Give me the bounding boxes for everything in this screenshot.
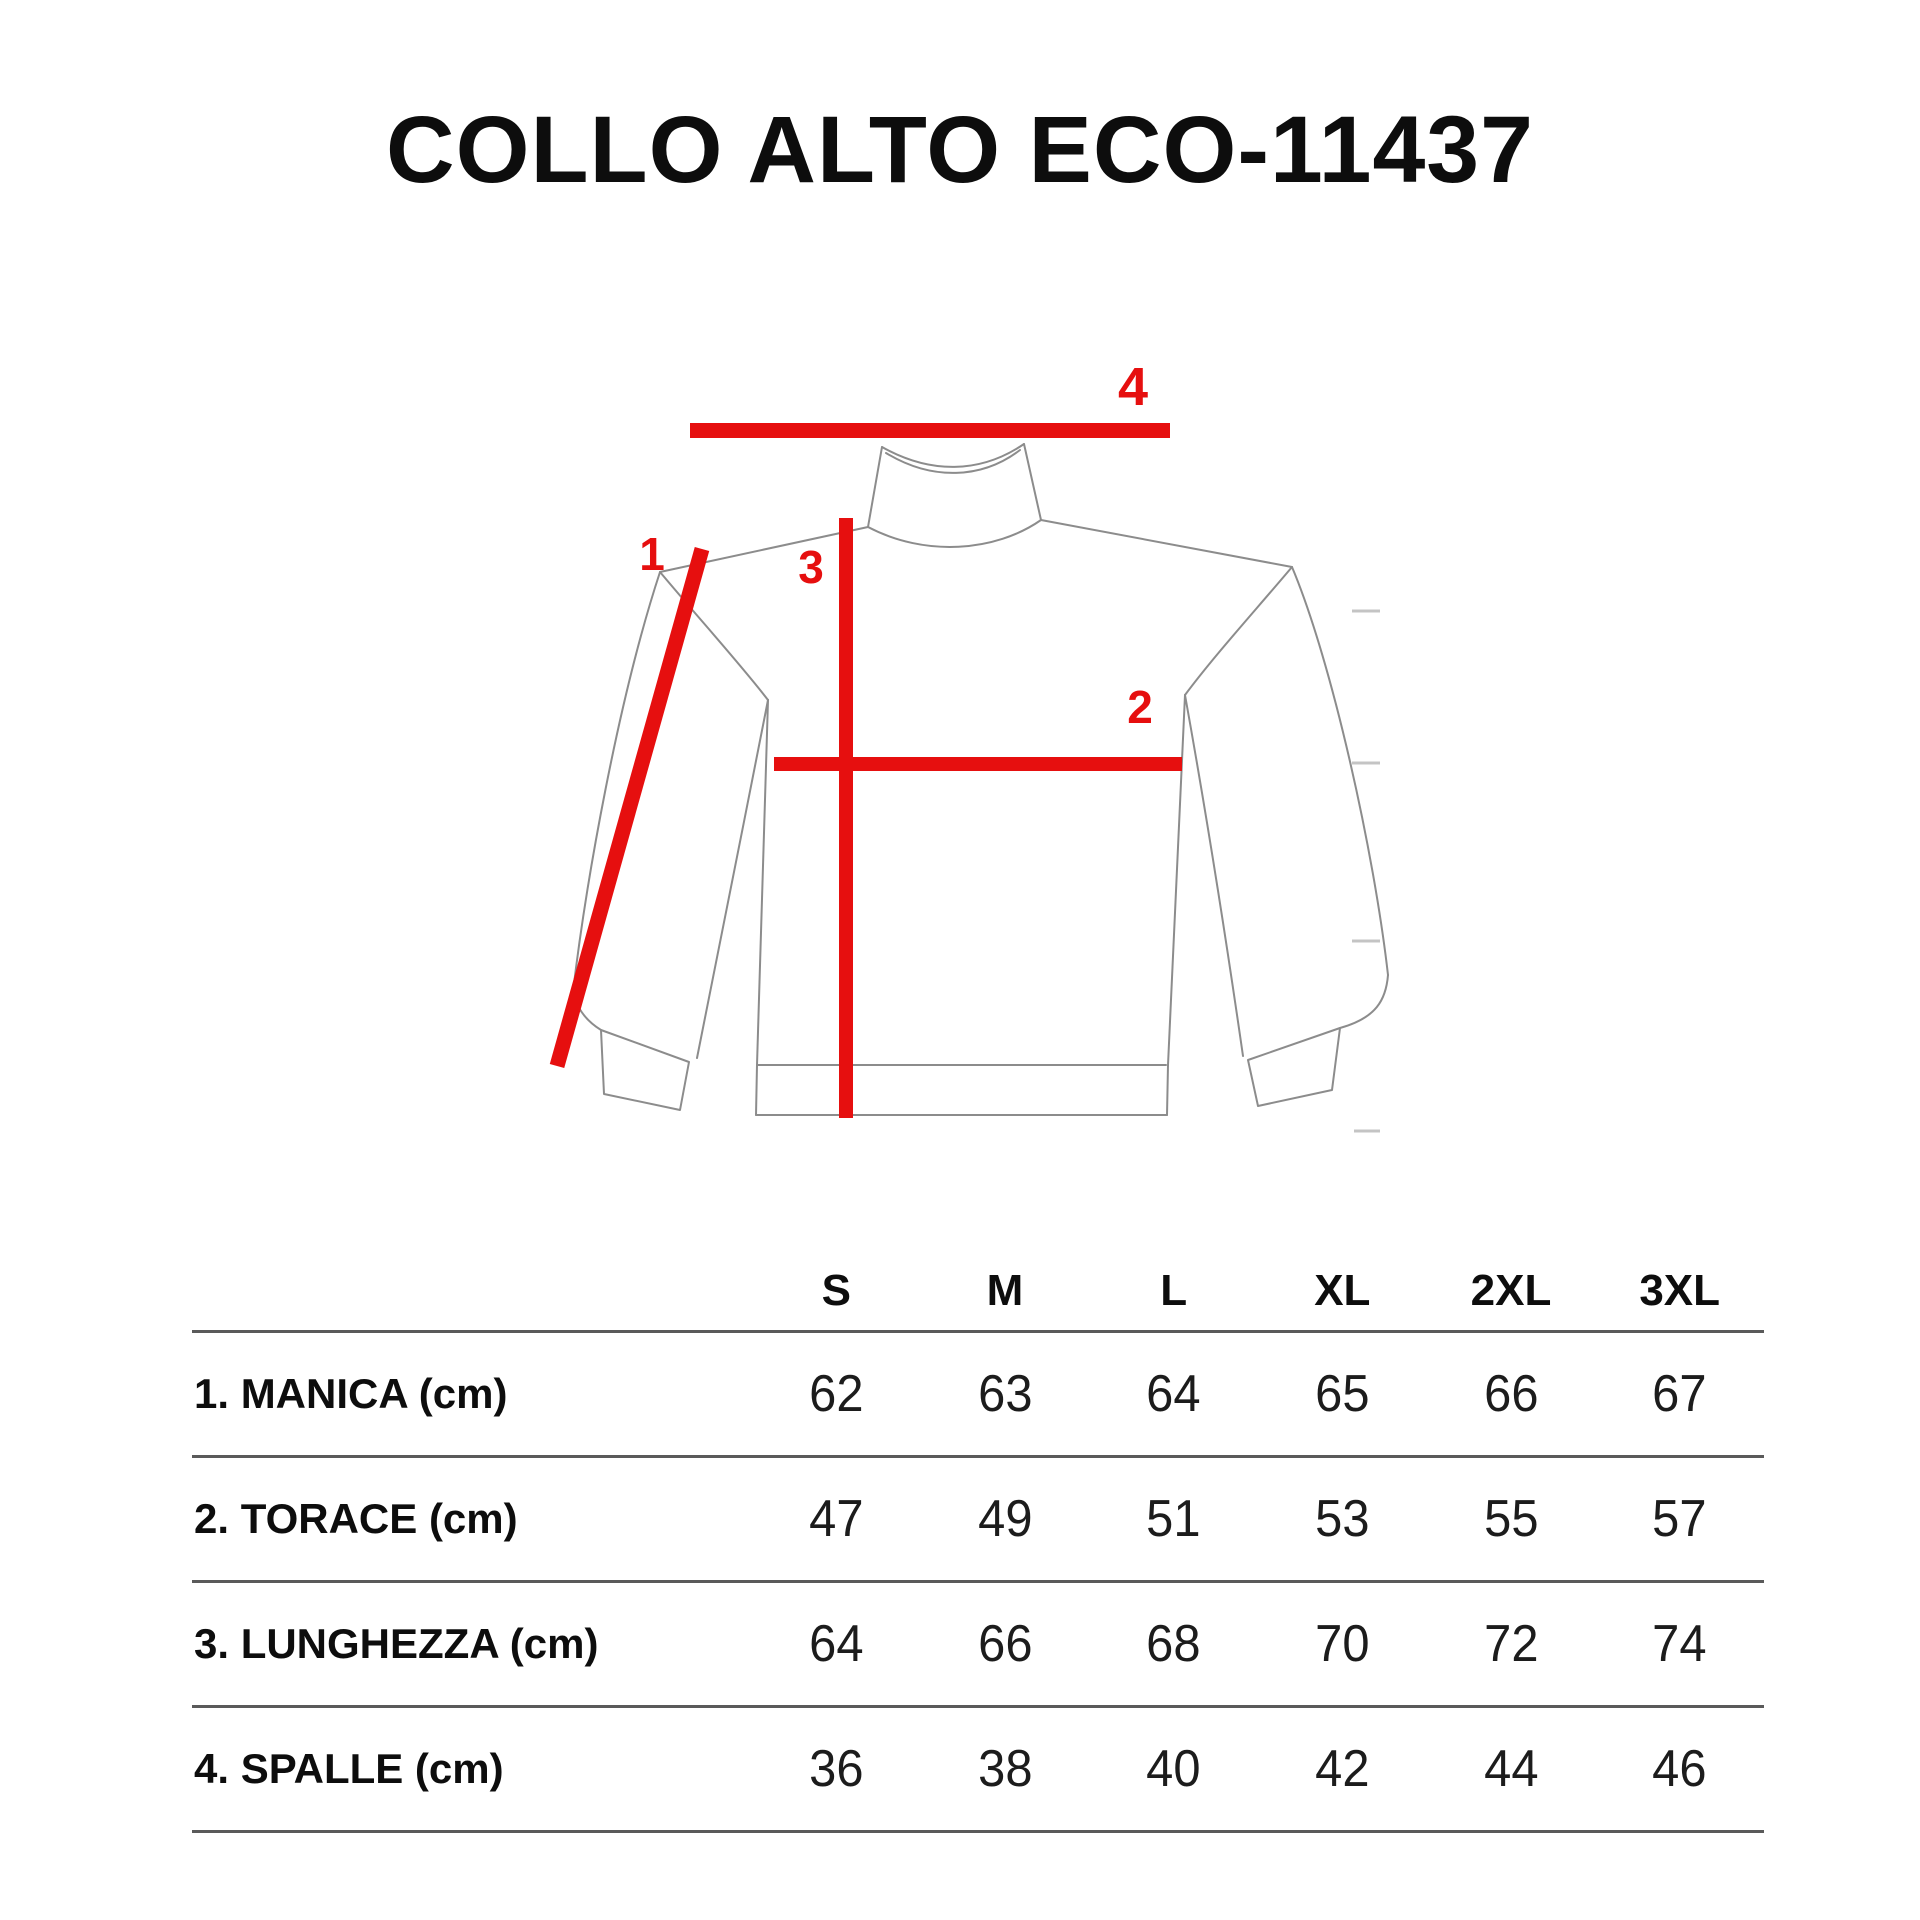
cell-value: 65 — [1315, 1365, 1370, 1423]
cell-value: 68 — [1146, 1615, 1201, 1673]
measurement-line-4 — [690, 423, 1170, 438]
measurement-label-3: 3 — [798, 541, 824, 593]
cell-value: 40 — [1146, 1740, 1201, 1798]
cell-value: 63 — [977, 1365, 1033, 1423]
measurement-label-1: 1 — [639, 528, 665, 580]
cell-value: 44 — [1483, 1740, 1539, 1798]
row-label: 1. MANICA (cm) — [194, 1370, 508, 1417]
measurement-label-4: 4 — [1117, 357, 1149, 417]
row-label: 2. TORACE (cm) — [194, 1495, 518, 1542]
cell-value: 47 — [809, 1490, 864, 1548]
cell-value: 57 — [1652, 1490, 1707, 1548]
cell-value: 46 — [1652, 1740, 1707, 1798]
measurement-label-2: 2 — [1127, 681, 1153, 733]
row-label: 3. LUNGHEZZA (cm) — [194, 1620, 599, 1667]
cell-value: 55 — [1483, 1490, 1539, 1548]
cell-value: 51 — [1146, 1490, 1201, 1548]
table-row-manica — [192, 1333, 1764, 1458]
cell-value: 72 — [1483, 1615, 1539, 1673]
measurement-line-1 — [557, 549, 702, 1066]
size-header-s: S — [821, 1266, 851, 1315]
cell-value: 66 — [1483, 1365, 1539, 1423]
cell-value: 67 — [1652, 1365, 1707, 1423]
table-row-lunghezza — [192, 1583, 1764, 1708]
size-header-m: M — [986, 1266, 1024, 1315]
size-header-xl: XL — [1314, 1266, 1371, 1315]
cell-value: 64 — [1146, 1365, 1201, 1423]
cell-value: 62 — [809, 1365, 864, 1423]
size-table-header — [192, 1252, 1764, 1333]
measurement-line-3 — [839, 518, 853, 1118]
cell-value: 53 — [1315, 1490, 1370, 1548]
measurement-line-2 — [774, 757, 1182, 771]
cell-value: 66 — [977, 1615, 1033, 1673]
size-header-3xl: 3XL — [1639, 1266, 1721, 1315]
cell-value: 49 — [977, 1490, 1033, 1548]
table-row-torace — [192, 1458, 1764, 1583]
row-label: 4. SPALLE (cm) — [194, 1745, 504, 1792]
cell-value: 64 — [809, 1615, 864, 1673]
size-header-l: L — [1160, 1266, 1188, 1315]
page-title: COLLO ALTO ECO-11437 — [386, 97, 1534, 203]
cell-value: 42 — [1315, 1740, 1370, 1798]
cell-value: 74 — [1652, 1615, 1707, 1673]
table-row-spalle — [192, 1708, 1764, 1833]
cell-value: 36 — [809, 1740, 864, 1798]
size-table — [192, 1252, 1764, 1833]
size-header-2xl: 2XL — [1470, 1266, 1552, 1315]
cell-value: 70 — [1315, 1615, 1370, 1673]
cell-value: 38 — [977, 1740, 1033, 1798]
